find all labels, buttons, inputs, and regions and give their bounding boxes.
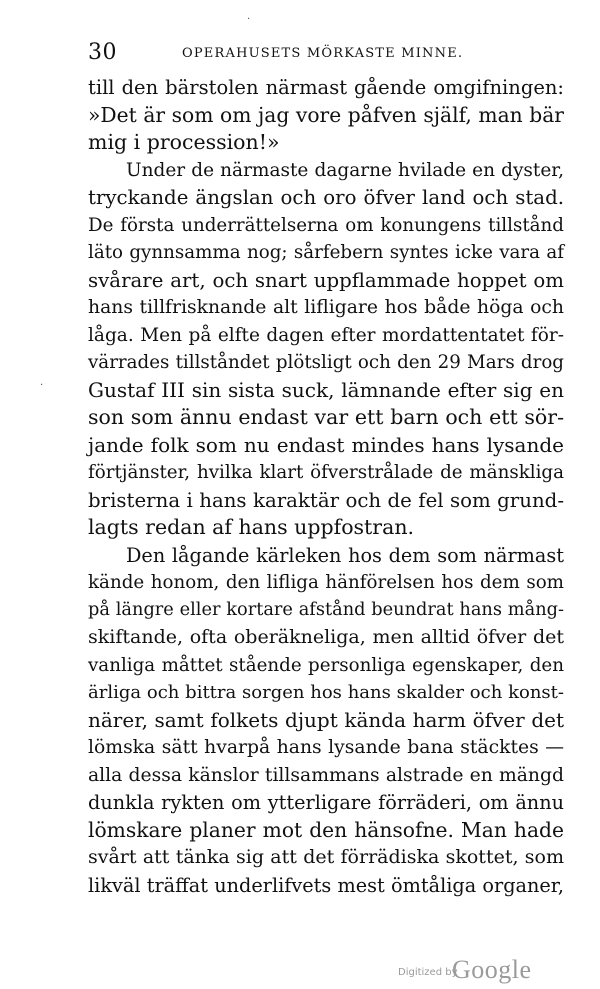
text-line: svårare art, och snart uppflammade hoppet om [88,268,564,292]
text-line: kände honom, den lifliga hänförelsen hos dem som [88,572,564,593]
running-head: OPERAHUSETS MÖRKASTE MINNE. [182,46,464,61]
page-header [88,40,564,66]
stray-mark: · [40,380,44,391]
text-line: dunkla rykten om ytterligare förräderi, om ännu [88,791,564,814]
body-text [88,74,564,899]
google-logo: Google [452,955,532,984]
text-line: läto gynnsamma nog; sårfebern syntes icke vara af [88,242,564,263]
text-line: närer, samt folkets djupt kända harm öfver det [88,707,564,732]
text-line: son som ännu endast var ett barn och ett sör- [88,405,564,429]
text-line: lömskare planer mot den hänsofne. Man hade [88,817,564,842]
text-line: alla dessa känslor tillsammans alstrade en mängd [88,764,564,786]
text-line: svårt att tänka sig att det förrädiska skottet, som [88,846,564,868]
text-line: värrades tillståndet plötsligt och den 29 Mars drog [88,352,564,373]
text-line: jande folk som nu endast mindes hans lysande [88,432,564,457]
text-line: förtjänster, hvilka klart öfverstrålade de mänskliga [88,462,564,483]
text-line: Den lågande kärleken hos dem som närmast [126,543,564,567]
text-line: bristerna i hans karaktär och de fel som grund- [88,488,564,512]
text-line: tryckande ängslan och oro öfver land och stad. [88,186,564,209]
digitized-label: Digitized by [398,967,458,978]
text-line: Under de närmaste dagarne hvilade en dyster, [126,159,564,181]
text-line: lagts redan af hans uppfostran. [88,515,415,539]
text-line: på längre eller kortare afstånd beundrat hans mång- [88,599,564,620]
text-line: låga. Men på elfte dagen efter mordattentatet för- [88,324,564,346]
page-number: 30 [88,40,117,65]
text-line: likväl träffat underlifvets mest ömtåliga organer, [88,873,564,897]
text-line: ärliga och bittra sorgen hos hans skalder och konst- [88,682,564,703]
text-line: hans tillfrisknande alt lifligare hos både höga och [88,297,564,318]
digitization-watermark [398,955,548,989]
stray-mark: · [247,14,251,25]
text-line: skiftande, ofta oberäkneliga, men alltid öfver det [88,626,564,648]
text-line: vanliga måttet stående personliga egenskaper, den [88,654,564,676]
text-line: Gustaf III sin sista suck, lämnande efter sig en [88,377,564,402]
text-line: De första underrättelserna om konungens tillstånd [88,214,564,236]
text-line: mig i procession!» [88,130,280,154]
text-line: lömska sätt hvarpå hans lysande bana stäcktes — [88,737,564,758]
text-line: »Det är som om jag vore påfven själf, man bär [88,102,564,127]
text-line: till den bärstolen närmast gående omgifningen: [88,76,564,99]
